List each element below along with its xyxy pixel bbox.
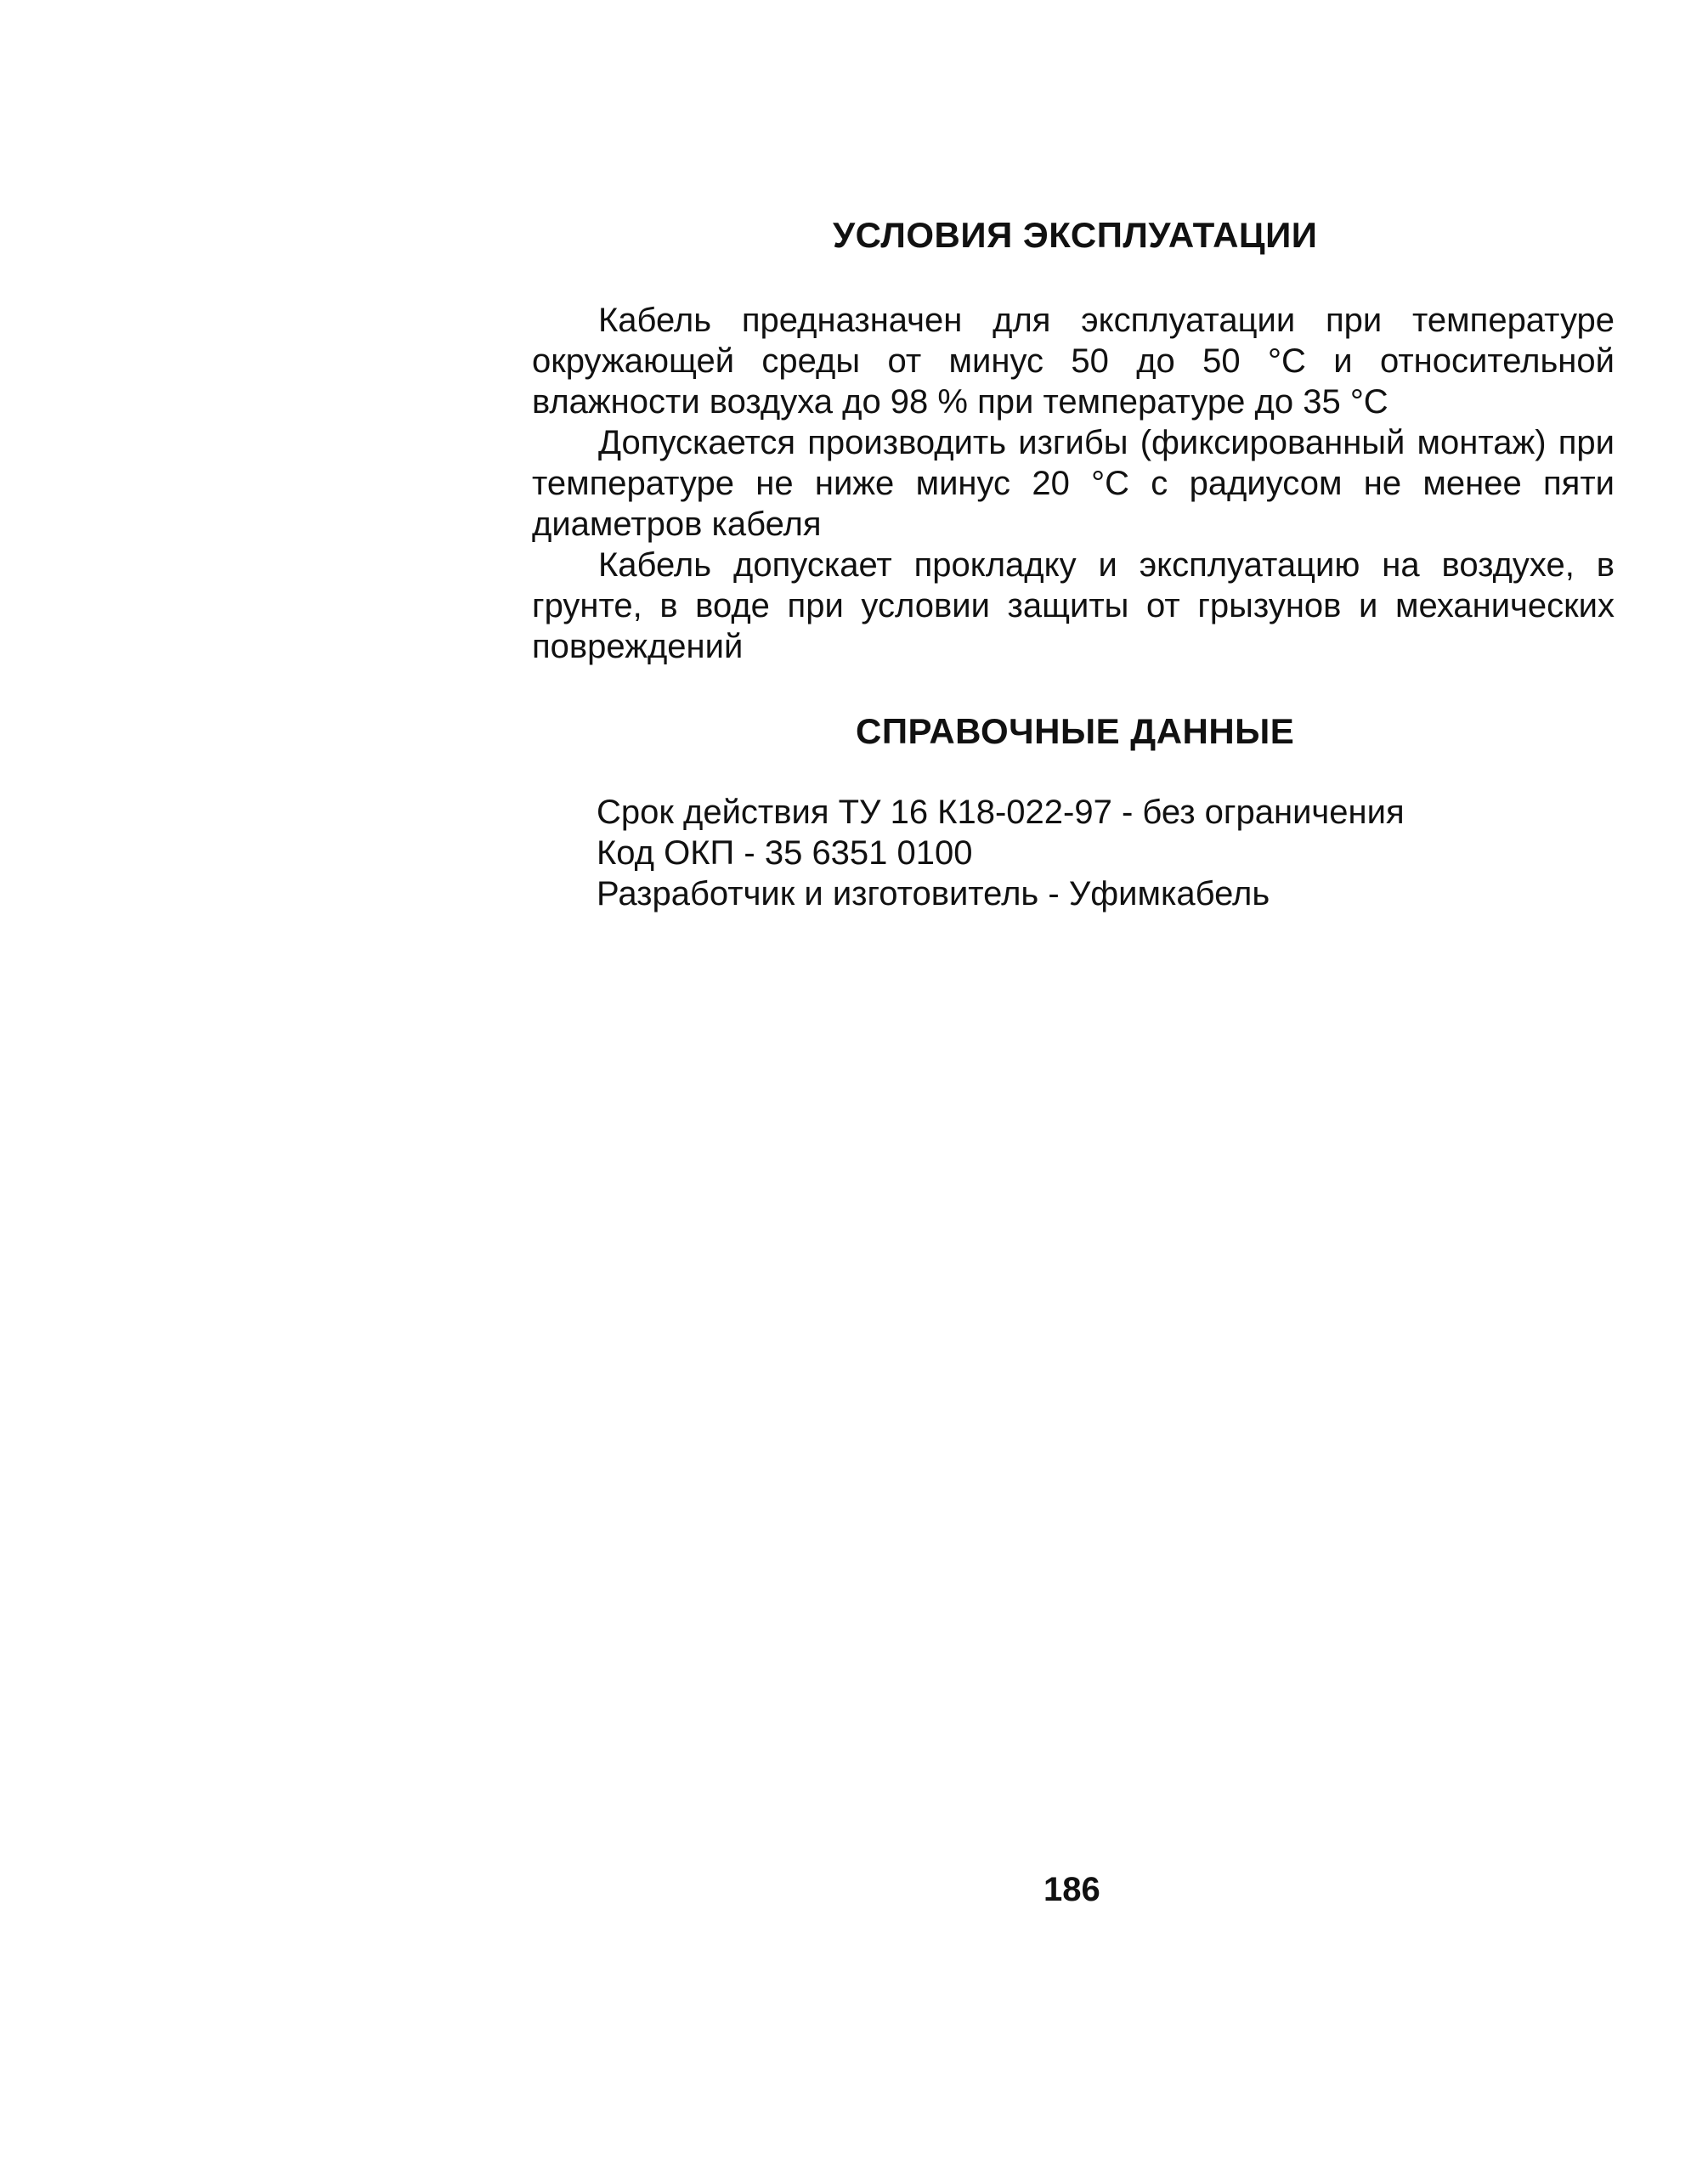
reference-data-list	[597, 792, 1405, 914]
reference-item-validity: Срок действия ТУ 16 К18-022-97 - без ограничения	[597, 794, 1405, 831]
reference-item-okp-code: Код ОКП - 35 6351 0100	[597, 834, 973, 872]
paragraph-bending: Допускается производить изгибы (фиксированный монтаж) при температуре не ниже минус 20 °С с радиусом не менее пяти диаметров кабеля	[532, 424, 1615, 543]
page-number: 186	[1043, 1871, 1100, 1908]
paragraph-installation: Кабель допускает прокладку и эксплуатацию на воздухе, в грунте, в воде при условии защиты от грызунов и механических повреждений	[532, 546, 1615, 665]
operating-conditions-heading: УСЛОВИЯ ЭКСПЛУАТАЦИИ	[833, 215, 1318, 255]
reference-item-manufacturer: Разработчик и изготовитель - Уфимкабель	[597, 875, 1270, 913]
operating-conditions-text	[532, 300, 1615, 667]
paragraph-temperature-humidity: Кабель предназначен для эксплуатации при температуре окружающей среды от минус 50 до 50 °С и относительной влажности воздуха до 98 % при температуре до 35 °С	[532, 302, 1615, 421]
reference-data-heading: СПРАВОЧНЫЕ ДАННЫЕ	[856, 711, 1295, 751]
